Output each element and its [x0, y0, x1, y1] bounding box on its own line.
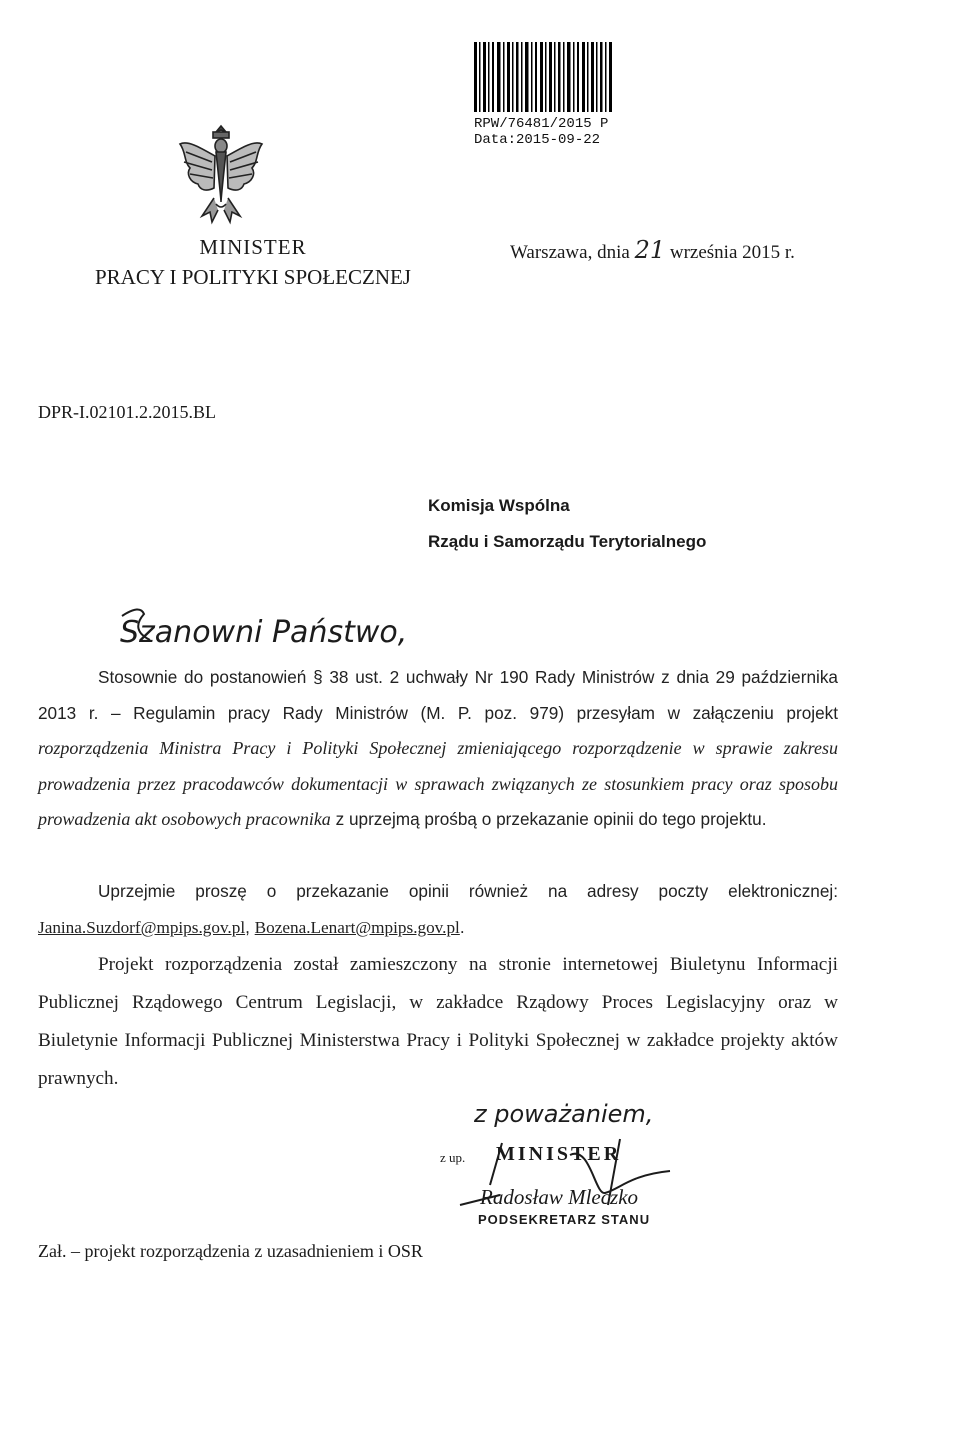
greeting-text: Szanowni Państwo,	[120, 615, 408, 650]
on-behalf: z up.	[440, 1150, 466, 1165]
closing-text: z poważaniem,	[474, 1100, 654, 1128]
ministry-line-1: MINISTER	[199, 235, 307, 259]
handwritten-closing	[470, 1092, 710, 1132]
barcode-label	[474, 116, 608, 148]
stamp-title: MINISTER	[496, 1143, 622, 1165]
ministry-line-2: PRACY I POLITYKI SPOŁECZNEJ	[95, 265, 411, 289]
addressee	[428, 488, 706, 560]
paragraph-1-part-1: Stosownie do postanowień § 38 ust. 2 uchwały Nr 190 Rady Ministrów z dnia 29 października 2013 r. – Regulamin pracy Rady Ministrów (M. P. poz. 979) przesyłam w załączeniu projekt	[38, 667, 838, 723]
signatory-name: Radosław Mleczko	[480, 1185, 639, 1209]
addressee-line-2: Rządu i Samorządu Terytorialnego	[428, 532, 707, 551]
ministry-name	[38, 232, 468, 292]
email-link-1[interactable]: Janina.Suzdorf@mpips.gov.pl	[38, 918, 246, 937]
email-separator: ,	[245, 917, 255, 937]
email-link-2[interactable]: Bozena.Lenart@mpips.gov.pl	[254, 918, 460, 937]
date-prefix: Warszawa, dnia	[510, 242, 630, 263]
email-end: .	[459, 917, 465, 937]
paragraph-2-text: Uprzejmie proszę o przekazanie opinii również na adresy poczty elektronicznej:	[98, 881, 838, 901]
date-suffix: września 2015 r.	[669, 242, 795, 263]
eagle-emblem-icon	[176, 118, 266, 230]
signatory-position: PODSEKRETARZ STANU	[478, 1212, 651, 1227]
letter-date	[510, 236, 795, 264]
paragraph-1-part-2: z uprzejmą prośbą o przekazanie opinii do tego projektu.	[330, 809, 767, 830]
reference-number: DPR-I.02101.2.2015.BL	[38, 402, 217, 422]
attachment-note: Zał. – projekt rozporządzenia z uzasadnieniem i OSR	[38, 1241, 423, 1261]
paragraph-request	[38, 660, 838, 838]
paragraph-emails	[38, 873, 838, 946]
barcode-id: RPW/76481/2015 P	[474, 116, 609, 132]
paragraph-1-title: rozporządzenia Ministra Pracy i Polityki Społecznej zmieniającego rozporządzenie w sprawie zakresu prowadzenia przez pracodawców dokumentacji w sprawach związanych ze stosunkiem pracy oraz sposobu prowadzenia akt osobowych pracownika	[38, 738, 838, 830]
paragraph-publication: Projekt rozporządzenia został zamieszczony na stronie internetowej Biuletynu Informacji Publicznej Rządowego Centrum Legislacji, w zakładce Rządowy Proces Legislacyjny oraz w Biuletynie Informacji Publicznej Ministerstwa Pracy i Polityki Społecznej w zakładce projekty aktów prawnych.	[38, 954, 838, 1089]
addressee-line-1: Komisja Wspólna	[428, 496, 570, 515]
barcode-icon	[474, 42, 614, 112]
date-day-handwritten: 21	[634, 236, 666, 264]
barcode-date: Data:2015-09-22	[474, 132, 601, 148]
handwritten-greeting	[100, 600, 560, 660]
